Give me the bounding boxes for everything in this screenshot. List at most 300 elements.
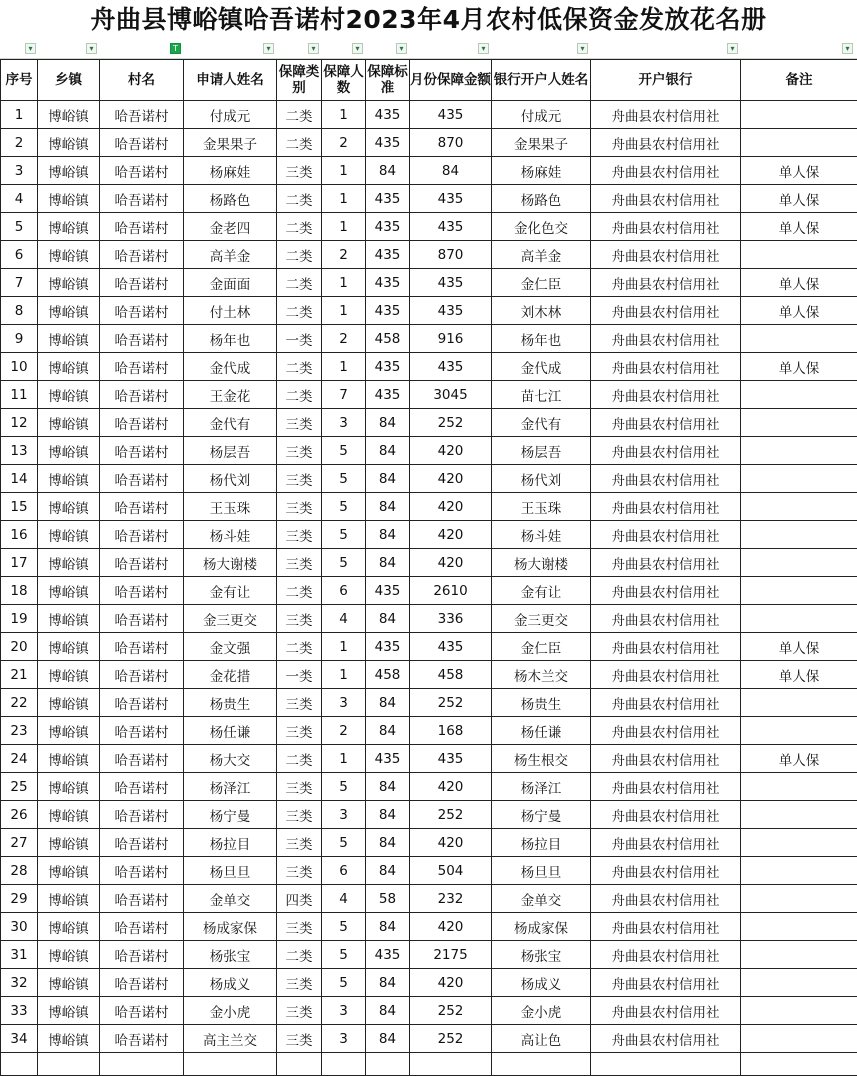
cell-category[interactable]: 三类 xyxy=(277,801,322,829)
cell-township[interactable]: 博峪镇 xyxy=(38,213,100,241)
cell-persons[interactable]: 5 xyxy=(322,493,366,521)
cell-monthly-amount[interactable]: 870 xyxy=(410,241,492,269)
cell-serial[interactable]: 32 xyxy=(1,969,38,997)
cell-applicant[interactable]: 杨路色 xyxy=(184,185,277,213)
cell-serial[interactable]: 16 xyxy=(1,521,38,549)
cell-serial[interactable]: 20 xyxy=(1,633,38,661)
cell-village[interactable]: 哈吾诺村 xyxy=(100,997,184,1025)
cell-category[interactable]: 三类 xyxy=(277,605,322,633)
cell-persons[interactable]: 1 xyxy=(322,633,366,661)
cell-category[interactable]: 三类 xyxy=(277,717,322,745)
filter-dropdown-icon[interactable]: ▾ xyxy=(25,43,36,54)
cell-monthly-amount[interactable]: 252 xyxy=(410,1025,492,1053)
cell-remark[interactable]: 单人保 xyxy=(741,633,857,661)
cell-township[interactable]: 博峪镇 xyxy=(38,465,100,493)
cell-township[interactable]: 博峪镇 xyxy=(38,801,100,829)
cell-account-holder[interactable]: 杨贵生 xyxy=(492,689,591,717)
cell-township[interactable]: 博峪镇 xyxy=(38,353,100,381)
cell-remark[interactable]: 单人保 xyxy=(741,269,857,297)
cell-persons[interactable]: 3 xyxy=(322,801,366,829)
cell-township[interactable]: 博峪镇 xyxy=(38,1025,100,1053)
cell-category[interactable]: 二类 xyxy=(277,241,322,269)
cell-bank[interactable]: 舟曲县农村信用社 xyxy=(591,297,741,325)
cell-remark[interactable] xyxy=(741,605,857,633)
cell-remark[interactable] xyxy=(741,885,857,913)
cell-category[interactable]: 三类 xyxy=(277,521,322,549)
cell-persons[interactable]: 2 xyxy=(322,241,366,269)
filter-dropdown-icon[interactable]: ▾ xyxy=(577,43,588,54)
cell-serial[interactable]: 31 xyxy=(1,941,38,969)
cell-persons[interactable]: 1 xyxy=(322,297,366,325)
cell-account-holder[interactable]: 付成元 xyxy=(492,101,591,129)
cell-standard[interactable]: 84 xyxy=(366,157,410,185)
cell-village[interactable]: 哈吾诺村 xyxy=(100,213,184,241)
header-cell[interactable]: 申请人姓名 xyxy=(184,60,277,101)
cell-applicant[interactable]: 金代有 xyxy=(184,409,277,437)
cell-village[interactable]: 哈吾诺村 xyxy=(100,689,184,717)
cell-serial[interactable]: 11 xyxy=(1,381,38,409)
cell-township[interactable]: 博峪镇 xyxy=(38,493,100,521)
cell-village[interactable]: 哈吾诺村 xyxy=(100,241,184,269)
cell-persons[interactable]: 1 xyxy=(322,353,366,381)
cell-monthly-amount[interactable]: 435 xyxy=(410,185,492,213)
cell-category[interactable]: 二类 xyxy=(277,381,322,409)
cell-township[interactable]: 博峪镇 xyxy=(38,605,100,633)
cell-remark[interactable]: 单人保 xyxy=(741,185,857,213)
cell-village[interactable]: 哈吾诺村 xyxy=(100,801,184,829)
cell-account-holder[interactable]: 金代有 xyxy=(492,409,591,437)
cell-bank[interactable]: 舟曲县农村信用社 xyxy=(591,493,741,521)
cell-category[interactable]: 二类 xyxy=(277,577,322,605)
cell-township[interactable]: 博峪镇 xyxy=(38,773,100,801)
cell-monthly-amount[interactable]: 420 xyxy=(410,773,492,801)
cell-category[interactable]: 三类 xyxy=(277,997,322,1025)
cell-village[interactable]: 哈吾诺村 xyxy=(100,549,184,577)
cell-persons[interactable]: 5 xyxy=(322,913,366,941)
cell-applicant[interactable]: 杨层吾 xyxy=(184,437,277,465)
cell-persons[interactable]: 4 xyxy=(322,605,366,633)
cell-township[interactable]: 博峪镇 xyxy=(38,157,100,185)
cell-persons[interactable]: 4 xyxy=(322,885,366,913)
cell-standard[interactable]: 84 xyxy=(366,969,410,997)
cell-monthly-amount[interactable]: 252 xyxy=(410,409,492,437)
cell-applicant[interactable]: 金文强 xyxy=(184,633,277,661)
cell-remark[interactable] xyxy=(741,129,857,157)
cell-category[interactable]: 三类 xyxy=(277,409,322,437)
cell-village[interactable]: 哈吾诺村 xyxy=(100,493,184,521)
cell-village[interactable]: 哈吾诺村 xyxy=(100,773,184,801)
cell-applicant[interactable]: 高主兰交 xyxy=(184,1025,277,1053)
cell-standard[interactable]: 84 xyxy=(366,829,410,857)
cell-bank[interactable]: 舟曲县农村信用社 xyxy=(591,689,741,717)
cell-applicant[interactable]: 金花措 xyxy=(184,661,277,689)
cell-serial[interactable]: 30 xyxy=(1,913,38,941)
cell-remark[interactable]: 单人保 xyxy=(741,745,857,773)
cell-applicant[interactable]: 王玉珠 xyxy=(184,493,277,521)
filter-dropdown-icon[interactable]: ▾ xyxy=(727,43,738,54)
cell-standard[interactable]: 435 xyxy=(366,269,410,297)
cell-remark[interactable] xyxy=(741,493,857,521)
cell-category[interactable]: 三类 xyxy=(277,1025,322,1053)
cell-applicant[interactable]: 金果果子 xyxy=(184,129,277,157)
cell-monthly-amount[interactable]: 420 xyxy=(410,969,492,997)
cell-category[interactable]: 三类 xyxy=(277,857,322,885)
cell-persons[interactable]: 1 xyxy=(322,661,366,689)
cell-remark[interactable] xyxy=(741,969,857,997)
cell-remark[interactable]: 单人保 xyxy=(741,353,857,381)
cell-remark[interactable] xyxy=(741,437,857,465)
cell-bank[interactable]: 舟曲县农村信用社 xyxy=(591,269,741,297)
cell-township[interactable]: 博峪镇 xyxy=(38,101,100,129)
cell-bank[interactable]: 舟曲县农村信用社 xyxy=(591,605,741,633)
cell-applicant[interactable]: 杨大谢楼 xyxy=(184,549,277,577)
cell-serial[interactable]: 33 xyxy=(1,997,38,1025)
cell-village[interactable]: 哈吾诺村 xyxy=(100,857,184,885)
cell-account-holder[interactable]: 杨旦旦 xyxy=(492,857,591,885)
cell-account-holder[interactable]: 杨年也 xyxy=(492,325,591,353)
cell-serial[interactable]: 8 xyxy=(1,297,38,325)
cell-persons[interactable]: 1 xyxy=(322,185,366,213)
cell-bank[interactable]: 舟曲县农村信用社 xyxy=(591,465,741,493)
cell-monthly-amount[interactable]: 420 xyxy=(410,913,492,941)
cell-applicant[interactable]: 金单交 xyxy=(184,885,277,913)
cell-category[interactable]: 二类 xyxy=(277,269,322,297)
cell-account-holder[interactable]: 杨层吾 xyxy=(492,437,591,465)
cell-village[interactable]: 哈吾诺村 xyxy=(100,913,184,941)
cell-remark[interactable] xyxy=(741,549,857,577)
cell-serial[interactable]: 34 xyxy=(1,1025,38,1053)
cell-applicant[interactable]: 杨斗娃 xyxy=(184,521,277,549)
cell-remark[interactable] xyxy=(741,325,857,353)
cell-account-holder[interactable]: 高羊金 xyxy=(492,241,591,269)
cell-category[interactable]: 三类 xyxy=(277,829,322,857)
cell-standard[interactable]: 84 xyxy=(366,549,410,577)
cell-category[interactable]: 二类 xyxy=(277,213,322,241)
cell-persons[interactable]: 6 xyxy=(322,577,366,605)
cell-monthly-amount[interactable]: 420 xyxy=(410,829,492,857)
cell-monthly-amount[interactable]: 458 xyxy=(410,661,492,689)
cell-serial[interactable]: 14 xyxy=(1,465,38,493)
cell-bank[interactable]: 舟曲县农村信用社 xyxy=(591,857,741,885)
cell-account-holder[interactable]: 金代成 xyxy=(492,353,591,381)
cell-applicant[interactable]: 金老四 xyxy=(184,213,277,241)
filter-dropdown-icon[interactable]: ▾ xyxy=(478,43,489,54)
cell-account-holder[interactable]: 杨任谦 xyxy=(492,717,591,745)
cell-account-holder[interactable]: 金果果子 xyxy=(492,129,591,157)
cell-account-holder[interactable]: 杨拉目 xyxy=(492,829,591,857)
cell-township[interactable]: 博峪镇 xyxy=(38,437,100,465)
cell-persons[interactable]: 2 xyxy=(322,717,366,745)
cell-applicant[interactable]: 杨代刘 xyxy=(184,465,277,493)
cell-persons[interactable]: 1 xyxy=(322,745,366,773)
cell-applicant[interactable]: 金代成 xyxy=(184,353,277,381)
cell-remark[interactable]: 单人保 xyxy=(741,157,857,185)
cell-standard[interactable]: 435 xyxy=(366,101,410,129)
cell-serial[interactable]: 10 xyxy=(1,353,38,381)
cell-persons[interactable]: 5 xyxy=(322,941,366,969)
cell-serial[interactable]: 19 xyxy=(1,605,38,633)
cell-applicant[interactable]: 杨宁曼 xyxy=(184,801,277,829)
cell-monthly-amount[interactable]: 3045 xyxy=(410,381,492,409)
cell-serial[interactable]: 15 xyxy=(1,493,38,521)
cell-village[interactable]: 哈吾诺村 xyxy=(100,437,184,465)
cell-applicant[interactable]: 王金花 xyxy=(184,381,277,409)
cell-monthly-amount[interactable]: 2175 xyxy=(410,941,492,969)
cell-township[interactable]: 博峪镇 xyxy=(38,129,100,157)
cell-remark[interactable]: 单人保 xyxy=(741,297,857,325)
cell-monthly-amount[interactable]: 252 xyxy=(410,689,492,717)
cell-monthly-amount[interactable]: 420 xyxy=(410,549,492,577)
cell-standard[interactable]: 84 xyxy=(366,1025,410,1053)
filter-dropdown-icon[interactable]: ▾ xyxy=(86,43,97,54)
cell-serial[interactable]: 23 xyxy=(1,717,38,745)
cell-category[interactable]: 二类 xyxy=(277,185,322,213)
cell-persons[interactable]: 1 xyxy=(322,269,366,297)
cell-serial[interactable]: 28 xyxy=(1,857,38,885)
cell-applicant[interactable]: 付土林 xyxy=(184,297,277,325)
cell-category[interactable]: 三类 xyxy=(277,773,322,801)
cell-persons[interactable]: 5 xyxy=(322,465,366,493)
cell-monthly-amount[interactable]: 435 xyxy=(410,101,492,129)
cell-village[interactable]: 哈吾诺村 xyxy=(100,297,184,325)
cell-standard[interactable]: 458 xyxy=(366,661,410,689)
cell-township[interactable]: 博峪镇 xyxy=(38,297,100,325)
cell-village[interactable]: 哈吾诺村 xyxy=(100,325,184,353)
cell-monthly-amount[interactable]: 435 xyxy=(410,745,492,773)
cell-standard[interactable]: 58 xyxy=(366,885,410,913)
filter-dropdown-icon[interactable]: ▾ xyxy=(352,43,363,54)
cell-monthly-amount[interactable]: 2610 xyxy=(410,577,492,605)
header-cell[interactable]: 银行开户人姓名 xyxy=(492,60,591,101)
cell-serial[interactable]: 13 xyxy=(1,437,38,465)
cell-bank[interactable]: 舟曲县农村信用社 xyxy=(591,941,741,969)
cell-township[interactable]: 博峪镇 xyxy=(38,241,100,269)
cell-village[interactable]: 哈吾诺村 xyxy=(100,157,184,185)
cell-remark[interactable]: 单人保 xyxy=(741,213,857,241)
cell-remark[interactable] xyxy=(741,941,857,969)
cell-standard[interactable]: 84 xyxy=(366,773,410,801)
cell-village[interactable]: 哈吾诺村 xyxy=(100,717,184,745)
cell-bank[interactable]: 舟曲县农村信用社 xyxy=(591,185,741,213)
cell-account-holder[interactable]: 苗七江 xyxy=(492,381,591,409)
cell-township[interactable]: 博峪镇 xyxy=(38,969,100,997)
cell-standard[interactable]: 435 xyxy=(366,941,410,969)
header-cell[interactable]: 开户银行 xyxy=(591,60,741,101)
cell-remark[interactable] xyxy=(741,997,857,1025)
cell-village[interactable]: 哈吾诺村 xyxy=(100,941,184,969)
cell-account-holder[interactable]: 刘木林 xyxy=(492,297,591,325)
cell-serial[interactable]: 21 xyxy=(1,661,38,689)
cell-applicant[interactable]: 杨年也 xyxy=(184,325,277,353)
cell-monthly-amount[interactable]: 420 xyxy=(410,437,492,465)
cell-township[interactable]: 博峪镇 xyxy=(38,381,100,409)
cell-standard[interactable]: 84 xyxy=(366,437,410,465)
cell-serial[interactable]: 22 xyxy=(1,689,38,717)
cell-applicant[interactable]: 杨拉目 xyxy=(184,829,277,857)
cell-bank[interactable]: 舟曲县农村信用社 xyxy=(591,521,741,549)
cell-village[interactable]: 哈吾诺村 xyxy=(100,185,184,213)
cell-township[interactable]: 博峪镇 xyxy=(38,269,100,297)
cell-account-holder[interactable]: 金仁臣 xyxy=(492,269,591,297)
cell-standard[interactable]: 84 xyxy=(366,689,410,717)
cell-monthly-amount[interactable]: 870 xyxy=(410,129,492,157)
cell-category[interactable]: 三类 xyxy=(277,913,322,941)
cell-bank[interactable]: 舟曲县农村信用社 xyxy=(591,437,741,465)
cell-bank[interactable]: 舟曲县农村信用社 xyxy=(591,213,741,241)
cell-bank[interactable]: 舟曲县农村信用社 xyxy=(591,549,741,577)
cell-village[interactable]: 哈吾诺村 xyxy=(100,885,184,913)
cell-standard[interactable]: 435 xyxy=(366,129,410,157)
cell-persons[interactable]: 2 xyxy=(322,129,366,157)
header-cell[interactable]: 保障类别 xyxy=(277,60,322,101)
cell-applicant[interactable]: 金小虎 xyxy=(184,997,277,1025)
cell-monthly-amount[interactable]: 232 xyxy=(410,885,492,913)
cell-remark[interactable] xyxy=(741,465,857,493)
cell-standard[interactable]: 84 xyxy=(366,857,410,885)
filter-dropdown-icon[interactable]: ▾ xyxy=(842,43,853,54)
cell-standard[interactable]: 435 xyxy=(366,353,410,381)
cell-monthly-amount[interactable]: 435 xyxy=(410,353,492,381)
cell-persons[interactable]: 3 xyxy=(322,689,366,717)
cell-account-holder[interactable]: 杨宁曼 xyxy=(492,801,591,829)
cell-remark[interactable] xyxy=(741,913,857,941)
cell-standard[interactable]: 435 xyxy=(366,185,410,213)
cell-township[interactable]: 博峪镇 xyxy=(38,745,100,773)
cell-village[interactable]: 哈吾诺村 xyxy=(100,269,184,297)
cell-remark[interactable] xyxy=(741,577,857,605)
cell-serial[interactable]: 4 xyxy=(1,185,38,213)
cell-account-holder[interactable]: 杨生根交 xyxy=(492,745,591,773)
cell-township[interactable]: 博峪镇 xyxy=(38,549,100,577)
cell-standard[interactable]: 458 xyxy=(366,325,410,353)
cell-bank[interactable]: 舟曲县农村信用社 xyxy=(591,1025,741,1053)
header-cell[interactable]: 保障人数 xyxy=(322,60,366,101)
cell-bank[interactable]: 舟曲县农村信用社 xyxy=(591,101,741,129)
cell-persons[interactable]: 5 xyxy=(322,549,366,577)
cell-standard[interactable]: 435 xyxy=(366,213,410,241)
cell-serial[interactable]: 9 xyxy=(1,325,38,353)
cell-applicant[interactable]: 杨张宝 xyxy=(184,941,277,969)
cell-village[interactable]: 哈吾诺村 xyxy=(100,129,184,157)
cell-monthly-amount[interactable]: 84 xyxy=(410,157,492,185)
cell-category[interactable]: 三类 xyxy=(277,969,322,997)
cell-account-holder[interactable]: 金化色交 xyxy=(492,213,591,241)
cell-village[interactable]: 哈吾诺村 xyxy=(100,661,184,689)
cell-village[interactable]: 哈吾诺村 xyxy=(100,465,184,493)
cell-remark[interactable] xyxy=(741,381,857,409)
cell-remark[interactable]: 单人保 xyxy=(741,661,857,689)
cell-bank[interactable]: 舟曲县农村信用社 xyxy=(591,381,741,409)
cell-standard[interactable]: 435 xyxy=(366,381,410,409)
cell-village[interactable]: 哈吾诺村 xyxy=(100,577,184,605)
cell-serial[interactable]: 27 xyxy=(1,829,38,857)
cell-standard[interactable]: 435 xyxy=(366,297,410,325)
cell-account-holder[interactable]: 杨麻娃 xyxy=(492,157,591,185)
cell-bank[interactable]: 舟曲县农村信用社 xyxy=(591,773,741,801)
cell-township[interactable]: 博峪镇 xyxy=(38,913,100,941)
header-cell[interactable]: 备注 xyxy=(741,60,857,101)
cell-remark[interactable] xyxy=(741,857,857,885)
cell-standard[interactable]: 84 xyxy=(366,521,410,549)
cell-account-holder[interactable]: 杨木兰交 xyxy=(492,661,591,689)
cell-bank[interactable]: 舟曲县农村信用社 xyxy=(591,661,741,689)
cell-account-holder[interactable]: 王玉珠 xyxy=(492,493,591,521)
header-cell[interactable]: 保障标准 xyxy=(366,60,410,101)
cell-standard[interactable]: 84 xyxy=(366,801,410,829)
cell-persons[interactable]: 1 xyxy=(322,157,366,185)
cell-remark[interactable] xyxy=(741,773,857,801)
cell-account-holder[interactable]: 杨代刘 xyxy=(492,465,591,493)
cell-township[interactable]: 博峪镇 xyxy=(38,661,100,689)
cell-bank[interactable]: 舟曲县农村信用社 xyxy=(591,409,741,437)
cell-category[interactable]: 四类 xyxy=(277,885,322,913)
cell-account-holder[interactable]: 高让色 xyxy=(492,1025,591,1053)
cell-serial[interactable]: 7 xyxy=(1,269,38,297)
cell-persons[interactable]: 1 xyxy=(322,101,366,129)
cell-serial[interactable]: 12 xyxy=(1,409,38,437)
cell-applicant[interactable]: 杨大交 xyxy=(184,745,277,773)
cell-township[interactable]: 博峪镇 xyxy=(38,857,100,885)
cell-village[interactable]: 哈吾诺村 xyxy=(100,409,184,437)
cell-persons[interactable]: 5 xyxy=(322,437,366,465)
cell-applicant[interactable]: 金三更交 xyxy=(184,605,277,633)
cell-account-holder[interactable]: 杨斗娃 xyxy=(492,521,591,549)
header-cell[interactable]: 序号 xyxy=(1,60,38,101)
cell-persons[interactable]: 5 xyxy=(322,773,366,801)
cell-account-holder[interactable]: 杨成义 xyxy=(492,969,591,997)
cell-category[interactable]: 二类 xyxy=(277,941,322,969)
cell-bank[interactable]: 舟曲县农村信用社 xyxy=(591,745,741,773)
cell-category[interactable]: 三类 xyxy=(277,493,322,521)
cell-township[interactable]: 博峪镇 xyxy=(38,997,100,1025)
cell-standard[interactable]: 84 xyxy=(366,409,410,437)
cell-persons[interactable]: 5 xyxy=(322,521,366,549)
cell-township[interactable]: 博峪镇 xyxy=(38,885,100,913)
cell-category[interactable]: 二类 xyxy=(277,353,322,381)
cell-township[interactable]: 博峪镇 xyxy=(38,829,100,857)
cell-village[interactable]: 哈吾诺村 xyxy=(100,353,184,381)
cell-category[interactable]: 二类 xyxy=(277,745,322,773)
cell-monthly-amount[interactable]: 435 xyxy=(410,297,492,325)
cell-remark[interactable] xyxy=(741,717,857,745)
cell-serial[interactable]: 17 xyxy=(1,549,38,577)
cell-serial[interactable]: 18 xyxy=(1,577,38,605)
cell-serial[interactable]: 26 xyxy=(1,801,38,829)
active-filter-icon[interactable]: T xyxy=(170,43,181,54)
cell-persons[interactable]: 6 xyxy=(322,857,366,885)
cell-bank[interactable]: 舟曲县农村信用社 xyxy=(591,577,741,605)
cell-monthly-amount[interactable]: 420 xyxy=(410,521,492,549)
cell-bank[interactable]: 舟曲县农村信用社 xyxy=(591,717,741,745)
cell-standard[interactable]: 435 xyxy=(366,745,410,773)
header-cell[interactable]: 月份保障金额 xyxy=(410,60,492,101)
header-cell[interactable]: 乡镇 xyxy=(38,60,100,101)
cell-serial[interactable]: 6 xyxy=(1,241,38,269)
cell-category[interactable]: 二类 xyxy=(277,101,322,129)
cell-village[interactable]: 哈吾诺村 xyxy=(100,633,184,661)
cell-standard[interactable]: 84 xyxy=(366,717,410,745)
cell-account-holder[interactable]: 金仁臣 xyxy=(492,633,591,661)
cell-persons[interactable]: 7 xyxy=(322,381,366,409)
cell-account-holder[interactable]: 杨大谢楼 xyxy=(492,549,591,577)
cell-monthly-amount[interactable]: 420 xyxy=(410,493,492,521)
cell-monthly-amount[interactable]: 168 xyxy=(410,717,492,745)
cell-standard[interactable]: 435 xyxy=(366,577,410,605)
cell-remark[interactable] xyxy=(741,521,857,549)
cell-bank[interactable]: 舟曲县农村信用社 xyxy=(591,969,741,997)
cell-village[interactable]: 哈吾诺村 xyxy=(100,101,184,129)
cell-township[interactable]: 博峪镇 xyxy=(38,717,100,745)
